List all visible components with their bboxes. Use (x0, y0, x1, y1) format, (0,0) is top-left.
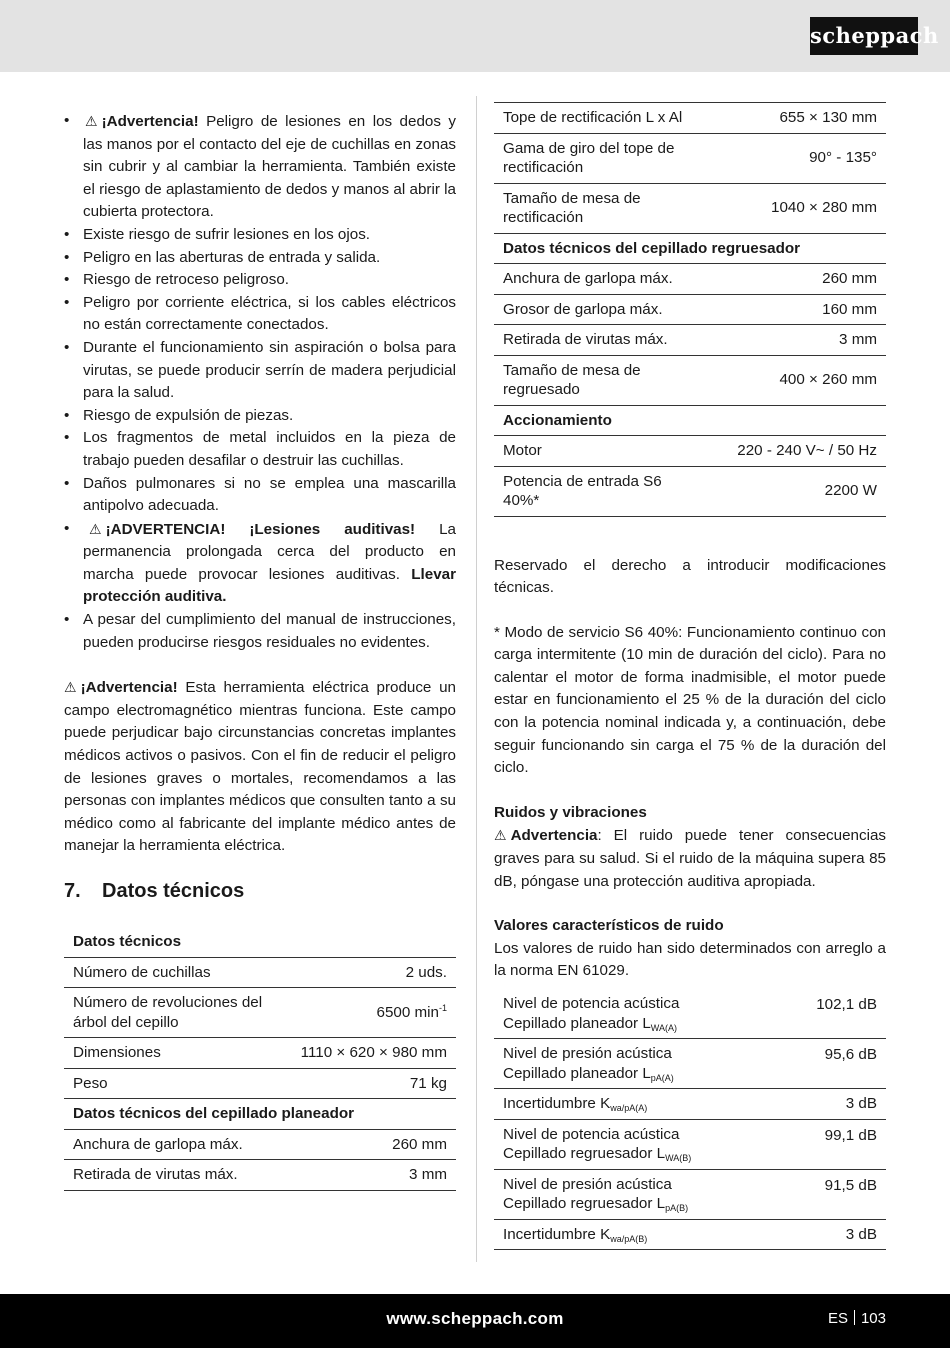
table-row: Anchura de garlopa máx. 260 mm (64, 1129, 456, 1160)
list-item: • Riesgo de retroceso peligroso. (64, 269, 456, 292)
table-row: Nivel de potencia acústica Cepillado regruesador $L_{WA(B)}$ 99,1 dB (494, 1119, 886, 1169)
list-item: • A pesar del cumplimiento del manual de instrucciones, pueden producirse riesgos residuales no evidentes. (64, 609, 456, 654)
list-item: • ⚠ ¡ADVERTENCIA! ¡Lesiones auditivas! La permanencia prolongada cerca del producto en marcha puede provocar lesiones auditivas. Llevar protección auditiva. (64, 518, 456, 609)
table-row: Dimensiones 1110 × 620 × 980 mm (64, 1038, 456, 1069)
table-row: Nivel de potencia acústica Cepillado planeador $L_{WA(A)}$ 102,1 dB (494, 989, 886, 1039)
warning-triangle-icon: ⚠ (494, 827, 507, 844)
table-row: Anchura de garlopa máx. 260 mm (494, 264, 886, 295)
list-item: • Riesgo de expulsión de piezas. (64, 405, 456, 428)
table-row: Grosor de garlopa máx. 160 mm (494, 294, 886, 325)
spec-table-general (64, 927, 456, 1191)
table-row: Tamaño de mesa de rectificación 1040 × 280 mm (494, 183, 886, 233)
page-number: ES 103 (827, 1310, 886, 1327)
section-title: 7. Datos técnicos (64, 880, 245, 902)
table-row: Incertidumbre $K_{wa/pA(A)}$ 3 dB (494, 1089, 886, 1120)
table-row: Nivel de presión acústica Cepillado regruesador $L_{pA(B)}$ 91,5 dB (494, 1169, 886, 1219)
spec-table-planer (494, 102, 886, 517)
noise-table (494, 989, 886, 1250)
table-row: Gama de giro del tope de rectificación 90° - 135° (494, 133, 886, 183)
list-item: • ⚠ ¡Advertencia! Peligro de lesiones en los dedos y las manos por el contacto del eje de cuchillas en zonas sin cubrir y al cambiar la herramienta. También existe el riesgo de aplastamiento de dedos y manos al abrir la cubierta protectora. (64, 110, 456, 224)
column-divider (476, 96, 477, 1262)
noise-warning: ⚠ Advertencia: El ruido puede tener consecuencias graves para su salud. Si el ruido de la máquina supera 85 dB, póngase una protección auditiva apropiada. (494, 824, 886, 893)
noise-values-text: Los valores de ruido han sido determinados con arreglo a la norma EN 61029. (494, 939, 886, 980)
list-item: • Durante el funcionamiento sin aspiración o bolsa para virutas, se puede producir serrín de madera perjudicial para la salud. (64, 337, 456, 405)
warning-triangle-icon: ⚠ (64, 679, 77, 696)
table-row: Potencia de entrada S6 40%* 2200 W (494, 466, 886, 516)
list-item: • Daños pulmonares si no se emplea una mascarilla antipolvo adecuada. (64, 473, 456, 518)
table-row: Incertidumbre $K_{wa/pA(B)}$ 3 dB (494, 1219, 886, 1250)
header-band (0, 0, 950, 72)
noise-values-heading: Valores característicos de ruido (494, 917, 724, 935)
left-column (64, 110, 456, 1191)
list-item: • Existe riesgo de sufrir lesiones en los ojos. (64, 224, 456, 247)
right-column (494, 102, 886, 1250)
list-item: • Peligro por corriente eléctrica, si los cables eléctricos no están correctamente conectados. (64, 292, 456, 337)
footer-bar (0, 1294, 950, 1348)
table-row: Número de revoluciones del árbol del cepillo 6500 $\min^{-1}$ (64, 988, 456, 1038)
table-heading: Accionamiento (494, 405, 886, 436)
table-heading: Datos técnicos del cepillado regruesador (494, 233, 886, 264)
table-heading: Datos técnicos (64, 927, 456, 957)
hazard-list (64, 110, 456, 654)
list-item: • Los fragmentos de metal incluidos en la pieza de trabajo pueden desafilar o destruir las cuchillas. (64, 427, 456, 472)
footer-url[interactable]: www.scheppach.com (386, 1309, 564, 1328)
reserved-notice: Reservado el derecho a introducir modificaciones técnicas. (494, 556, 886, 597)
table-row: Retirada de virutas máx. 3 mm (64, 1160, 456, 1191)
table-row: Retirada de virutas máx. 3 mm (494, 325, 886, 356)
warning-triangle-icon: ⚠ (85, 113, 98, 129)
table-heading: Datos técnicos del cepillado planeador (64, 1099, 456, 1130)
duty-cycle-footnote: * Modo de servicio S6 40%: Funcionamiento continuo con carga intermitente (10 min de duración del ciclo). Para no calentar el motor de forma inadmisible, el motor puede estar en funcionamiento el 25 % de la duración del ciclo con la potencia nominal indicada y, a continuación, debe seguir funcionando sin carga el 75 % de la duración del ciclo. (494, 623, 886, 777)
list-item: • Peligro en las aberturas de entrada y salida. (64, 247, 456, 270)
table-row: Tamaño de mesa de regruesado 400 × 260 mm (494, 355, 886, 405)
table-row: Tope de rectificación L x Al 655 × 130 mm (494, 103, 886, 134)
em-warning-paragraph: ⚠ ¡Advertencia! Esta herramienta eléctrica produce un campo electromagnético mientras funciona. Este campo puede perjudicar bajo circunstancias concretas implantes médicos activos o pasivos. Con el fin de reducir el peligro de lesiones graves o mortales, recomendamos a las personas con implantes médicos que consulten tanto a su médico como al fabricante del implante médico antes de manejar la herramienta eléctrica. (64, 676, 456, 858)
brand-logo: scheppach (810, 17, 918, 55)
table-row: Peso 71 kg (64, 1068, 456, 1099)
warning-triangle-icon: ⚠ (89, 520, 102, 537)
table-row: Número de cuchillas 2 uds. (64, 957, 456, 988)
table-row: Motor 220 - 240 V~ / 50 Hz (494, 436, 886, 467)
table-row: Nivel de presión acústica Cepillado planeador $L_{pA(A)}$ 95,6 dB (494, 1039, 886, 1089)
noise-heading: Ruidos y vibraciones (494, 803, 647, 821)
